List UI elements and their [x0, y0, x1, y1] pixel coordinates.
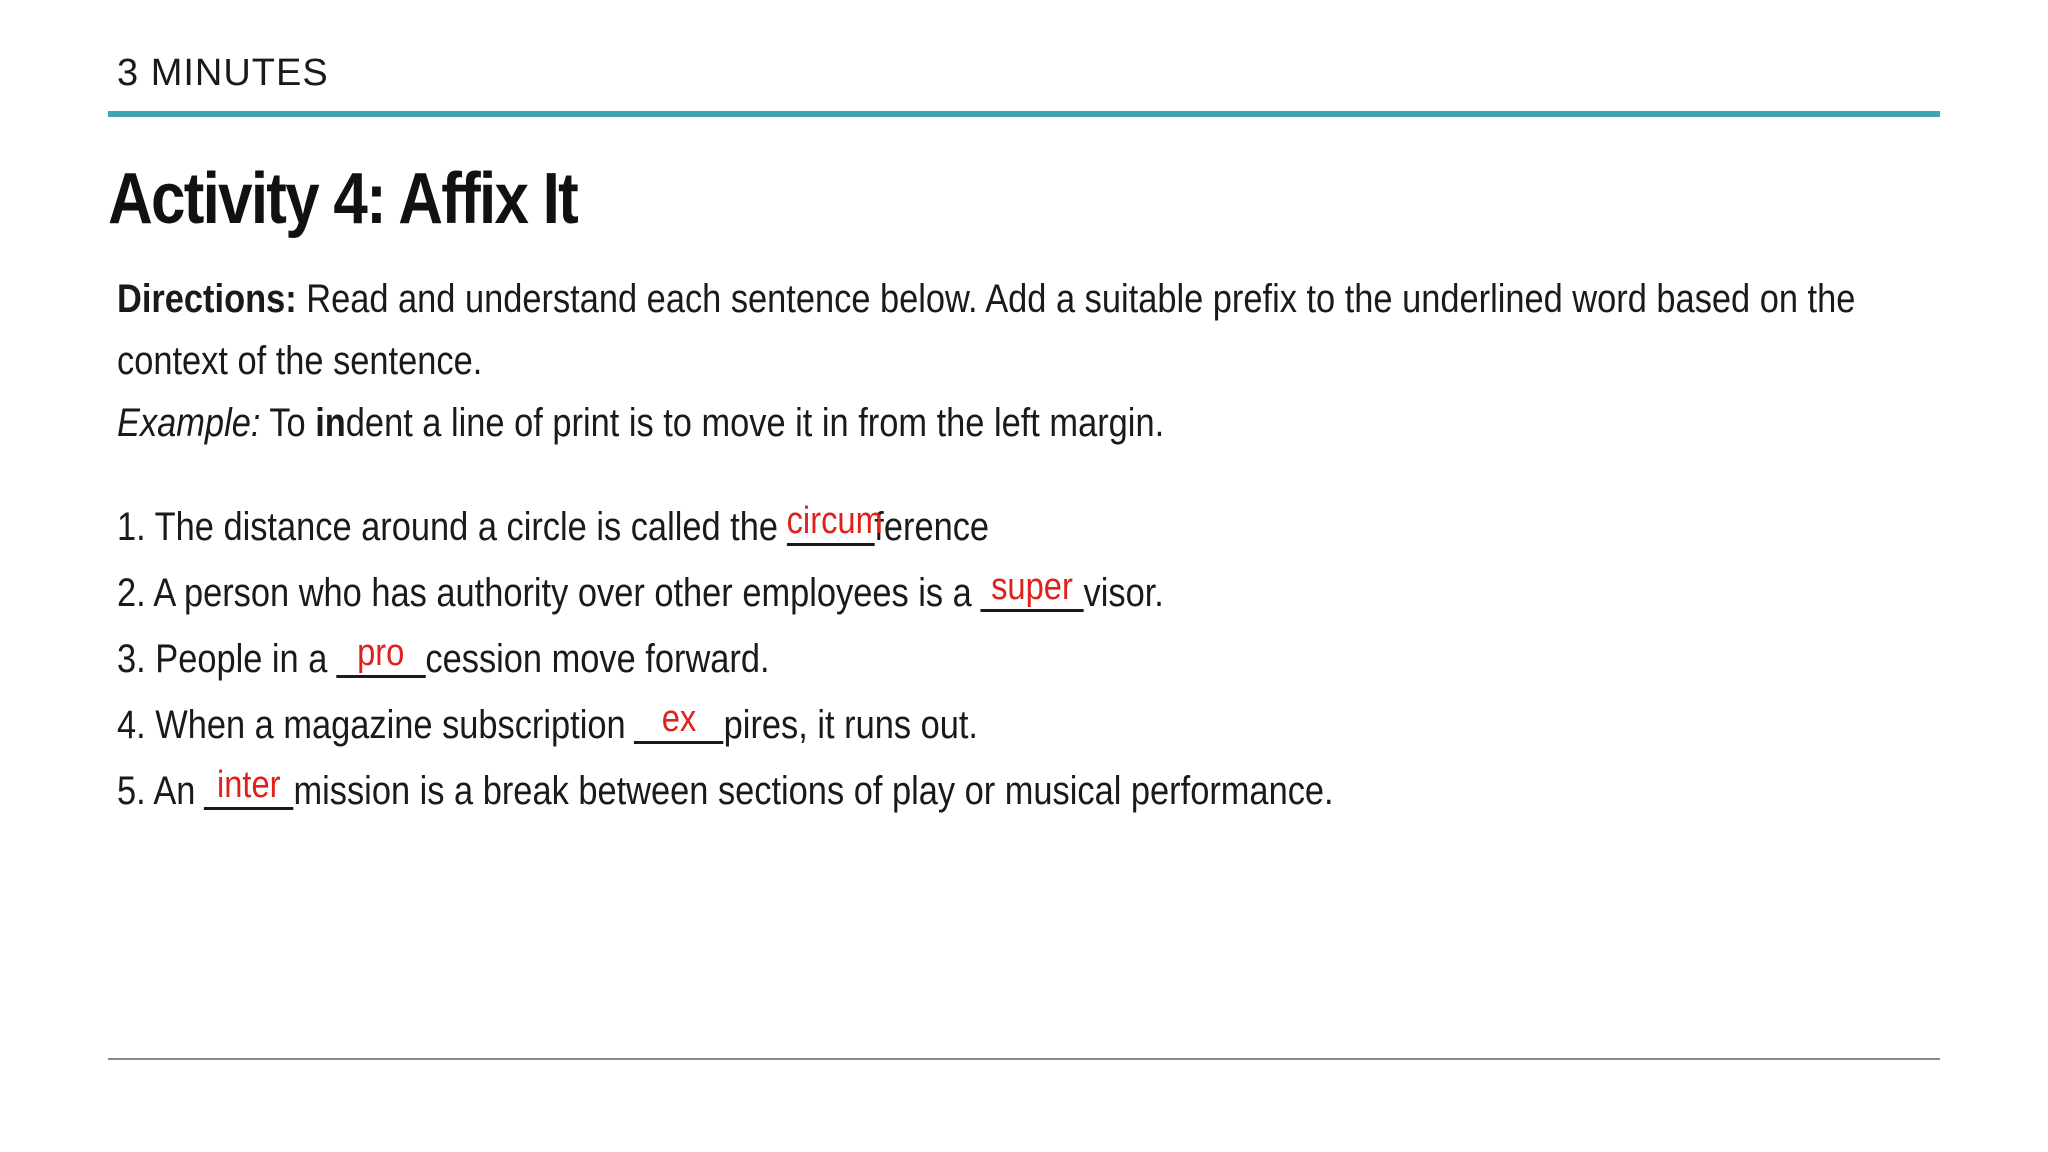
sentence-before: 2. A person who has authority over other employees is a: [117, 571, 972, 615]
sentence-after: cession move forward.: [425, 637, 770, 681]
sentence-after: pires, it runs out.: [723, 703, 978, 747]
directions-text-1: Read and understand each sentence below. Add a suitable prefix to the underlined word based on the: [296, 277, 1856, 321]
sentence-before: 3. People in a: [117, 637, 328, 681]
answer-prefix: inter: [216, 764, 281, 806]
footer-divider: [108, 1058, 1940, 1060]
answer-blank: [786, 499, 883, 546]
answer-blank: [204, 763, 293, 810]
header-divider: [108, 111, 1940, 117]
directions-line-2: context of the sentence.: [117, 339, 483, 383]
activity-title: Activity 4: Affix It: [108, 159, 578, 239]
answer-prefix: pro: [357, 632, 405, 674]
directions-line-1: [117, 268, 1856, 330]
example-label: Example:: [117, 401, 261, 445]
sentence-item-5: [117, 758, 1648, 824]
sentence-before: 1. The distance around a circle is called the: [117, 505, 778, 549]
spacer: [117, 454, 1648, 494]
answer-prefix: ex: [661, 698, 697, 740]
answer-blank: [980, 565, 1083, 612]
activity-body: [117, 268, 1856, 824]
answer-prefix: circum: [786, 500, 883, 542]
time-label: 3 MINUTES: [117, 52, 329, 94]
sentence-after: visor.: [1083, 571, 1164, 615]
example-before: To: [260, 401, 316, 445]
sentence-item-3: [117, 626, 1648, 692]
directions-label: Directions:: [117, 277, 297, 321]
sentence-before: 4. When a magazine subscription: [117, 703, 626, 747]
answer-blank: [634, 697, 723, 744]
example-after: dent a line of print is to move it in from the left margin.: [345, 401, 1165, 445]
answer-blank: [336, 631, 425, 678]
sentence-item-1: [117, 494, 1648, 560]
example-prefix: in: [315, 401, 346, 445]
sentence-after: mission is a break between sections of play or musical performance.: [293, 769, 1334, 813]
example-line: [117, 392, 1648, 454]
answer-prefix: super: [991, 566, 1073, 608]
sentence-item-2: [117, 560, 1648, 626]
sentence-before: 5. An: [117, 769, 196, 813]
sentence-after: ference: [874, 505, 990, 549]
sentence-item-4: [117, 692, 1648, 758]
